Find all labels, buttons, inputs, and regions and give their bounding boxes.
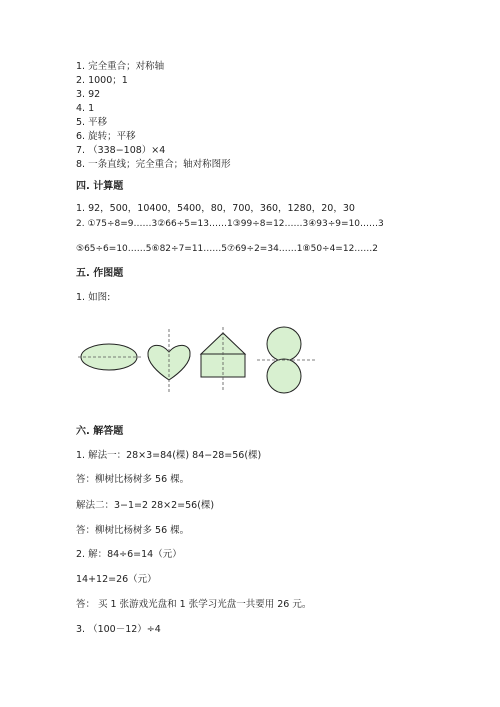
answer-4: 4. 1 (76, 103, 95, 114)
calc-line-3: ⑤65÷6=10……5⑥82÷7=11……5⑦69÷2=34……1⑧50÷4=12……2 (76, 244, 379, 254)
solution-line-7: 答： 买 1 张游戏光盘和 1 张学习光盘一共要用 26 元。 (76, 599, 312, 610)
answer-3: 3. 92 (76, 89, 101, 100)
solution-line-2: 答：柳树比杨树多 56 棵。 (76, 474, 190, 485)
drawing-intro: 1. 如图: (76, 292, 111, 303)
section5-heading: 五. 作图题 (76, 268, 124, 279)
answer-6: 6. 旋转；平移 (76, 131, 136, 142)
solution-line-6: 14+12=26（元） (76, 574, 157, 585)
house-figure (201, 327, 245, 392)
figure-eight (257, 327, 317, 393)
answer-5: 5. 平移 (76, 117, 108, 128)
solution-line-4: 答：柳树比杨树多 56 棵。 (76, 525, 190, 536)
section4-heading: 四. 计算题 (76, 181, 124, 192)
answer-7: 7. （338−108）×4 (76, 145, 166, 156)
heart-figure (148, 329, 190, 393)
section6-heading: 六. 解答题 (76, 426, 124, 437)
answer-2: 2. 1000；1 (76, 75, 128, 86)
calc-line-2: 2. ①75÷8=9……3②66÷5=13……1③99÷8=12……3④93÷9=10……3 (76, 219, 384, 229)
answer-8: 8. 一条直线；完全重合；轴对称图形 (76, 159, 231, 170)
solution-line-5: 2. 解：84÷6=14（元） (76, 549, 182, 560)
ellipse-figure (78, 344, 142, 370)
answer-1: 1. 完全重合；对称轴 (76, 61, 165, 72)
calc-line-1: 1. 92，500，10400，5400，80，700，360，1280，20，30 (76, 203, 355, 214)
solution-line-1: 1. 解法一：28×3=84(棵) 84−28=56(棵) (76, 450, 262, 461)
solution-line-8: 3. （100－12）÷4 (76, 624, 161, 635)
solution-line-3: 解法二：3−1=2 28×2=56(棵) (76, 500, 215, 511)
